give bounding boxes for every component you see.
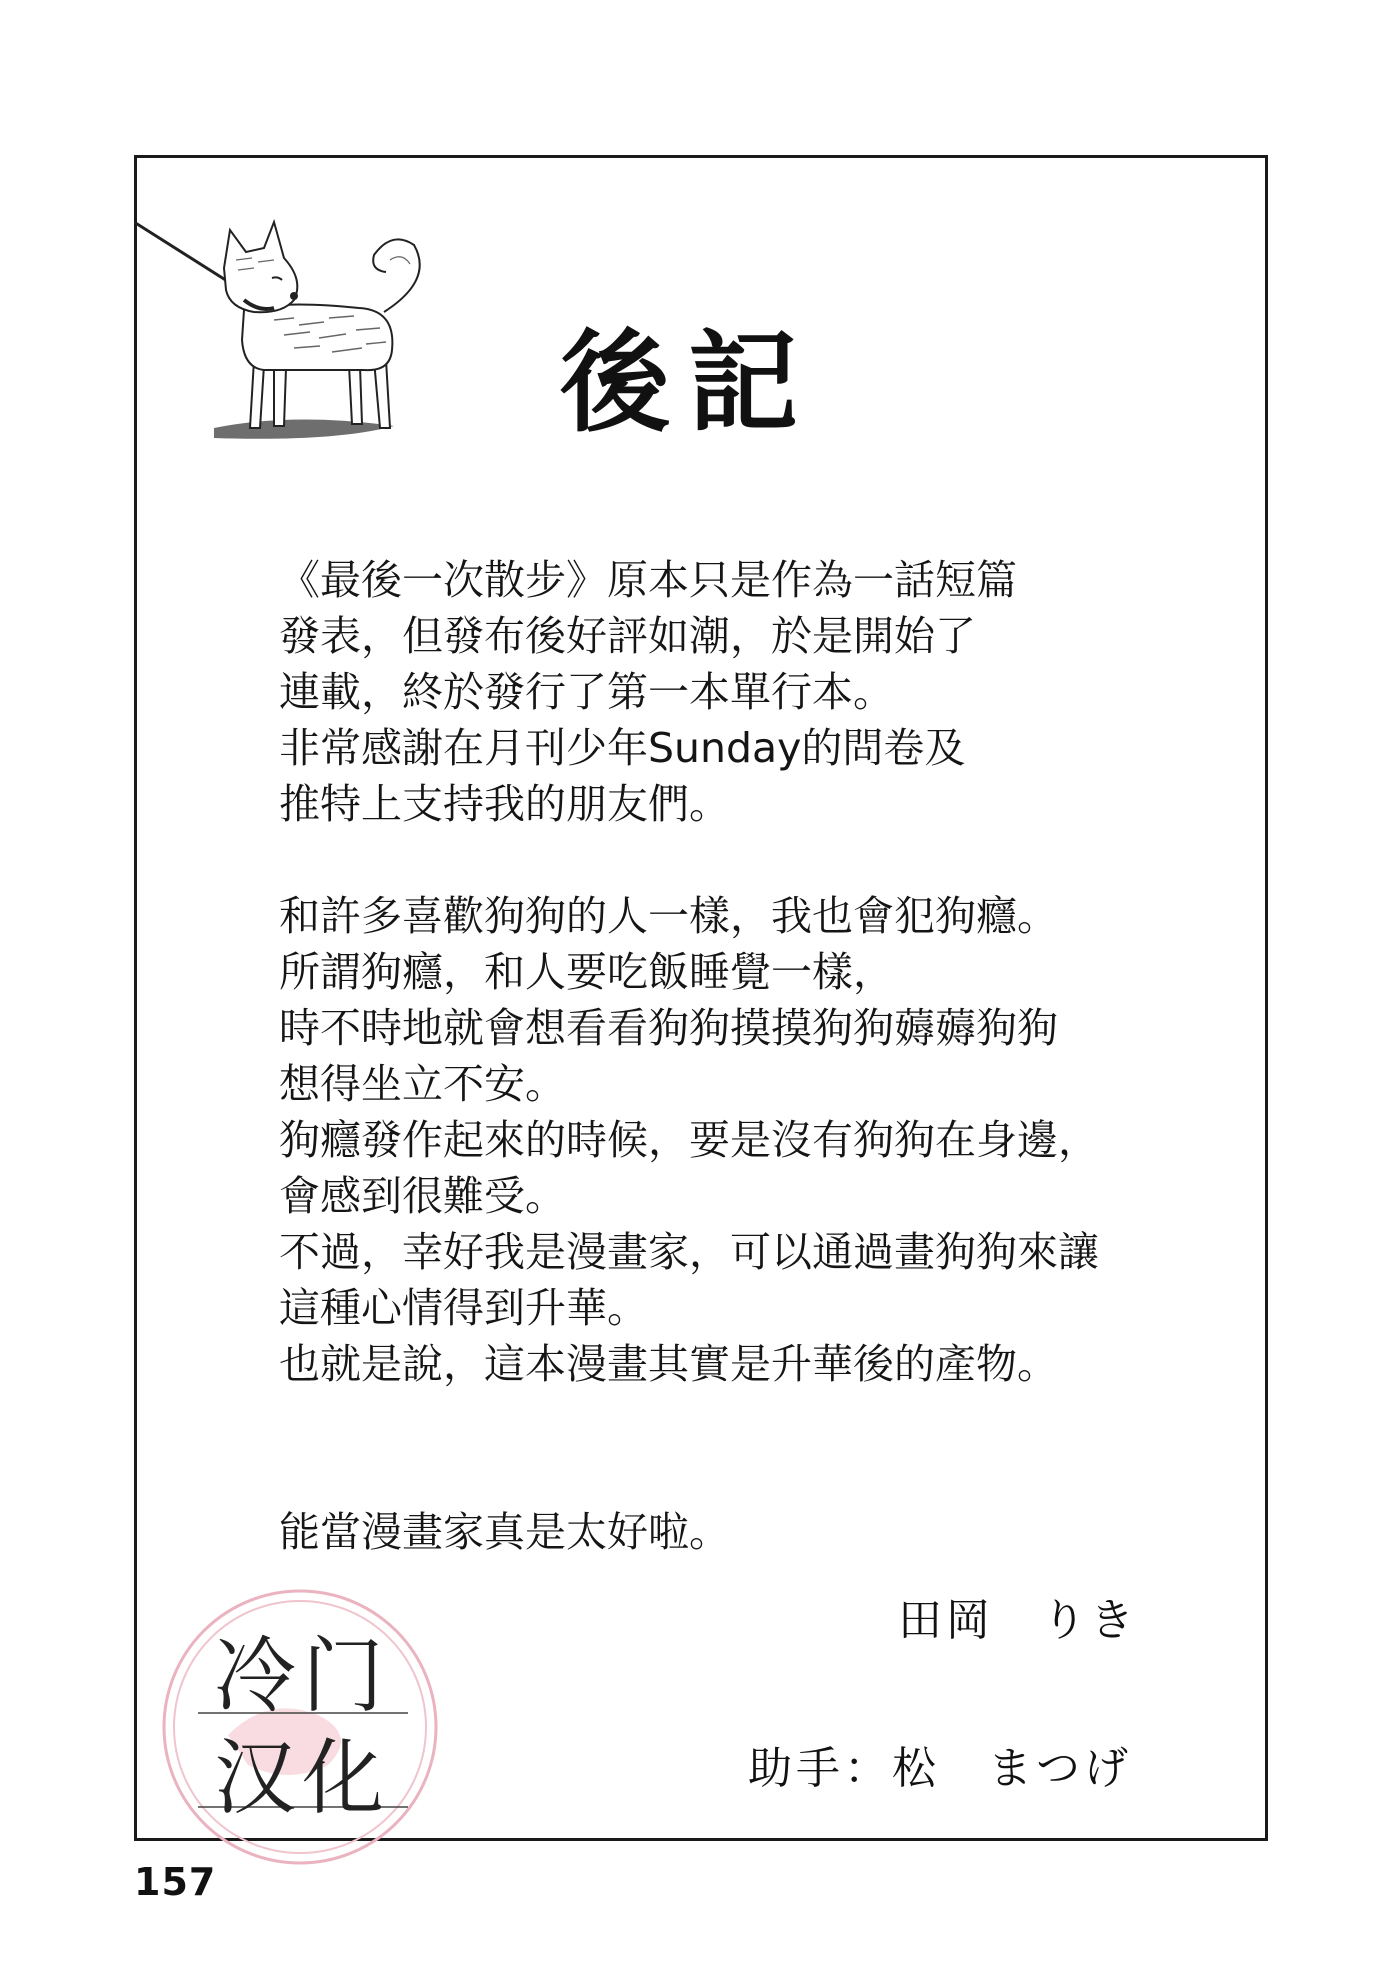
body-line: 和許多喜歡狗狗的人一樣，我也會犯狗癮。 (279, 892, 1058, 940)
body-line: 所謂狗癮，和人要吃飯睡覺一樣， (279, 948, 894, 996)
watermark-line2: 汉化 (214, 1731, 391, 1826)
watermark-stamp (158, 1585, 443, 1870)
dog-illustration (134, 200, 474, 450)
afterword-title: 後記 (560, 319, 816, 447)
body-line: 狗癮發作起來的時候，要是沒有狗狗在身邊， (279, 1116, 1099, 1164)
author-signature: 田岡 りき (898, 1595, 1138, 1646)
body-line: 也就是說，這本漫畫其實是升華後的產物。 (279, 1340, 1058, 1388)
body-line: 非常感謝在月刊少年Sunday的問卷及 (279, 724, 966, 772)
body-line: 不過，幸好我是漫畫家，可以通過畫狗狗來讓 (279, 1228, 1099, 1276)
body-line: 連載，終於發行了第一本單行本。 (279, 668, 894, 716)
closing-line: 能當漫畫家真是太好啦。 (279, 1508, 730, 1556)
body-line: 想得坐立不安。 (279, 1060, 566, 1108)
body-line: 時不時地就會想看看狗狗摸摸狗狗薅薅狗狗 (279, 1004, 1058, 1052)
body-line: 發表，但發布後好評如潮，於是開始了 (279, 612, 976, 660)
page-number: 157 (134, 1860, 217, 1904)
assistant-credit: 助手：松 まつげ (748, 1743, 1132, 1794)
afterword-body (279, 552, 1209, 1560)
body-line: 這種心情得到升華。 (279, 1284, 648, 1332)
watermark-line1: 冷门 (214, 1629, 391, 1724)
body-line: 推特上支持我的朋友們。 (279, 780, 730, 828)
body-line: 會感到很難受。 (279, 1172, 566, 1220)
body-line: 《最後一次散步》原本只是作為一話短篇 (279, 556, 1017, 604)
